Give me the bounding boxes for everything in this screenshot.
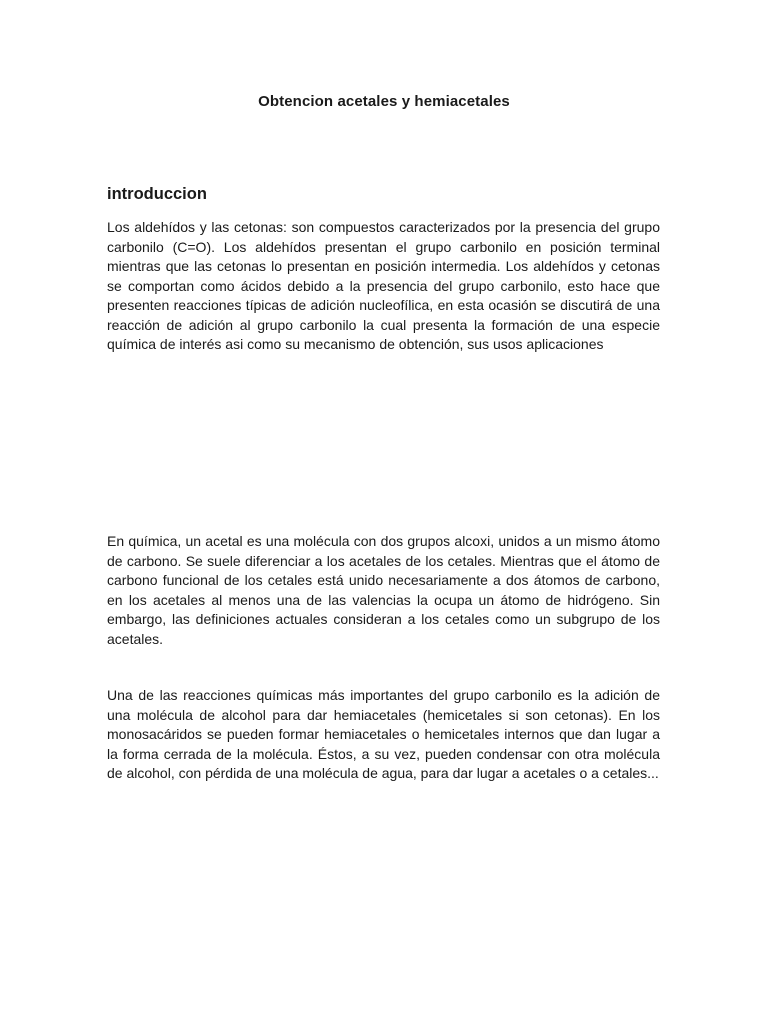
document-title: Obtencion acetales y hemiacetales: [258, 93, 510, 110]
section-heading-introduccion: introduccion: [107, 185, 207, 203]
paragraph-hemiacetal-formation: Una de las reacciones químicas más importantes del grupo carbonilo es la adición de una molécula de alcohol para dar hemiacetales (hemicetales si son cetonas). En los monosacáridos se pueden formar hemiacetales o hemicetales internos que dan lugar a la forma cerrada de la molécula. Éstos, a su vez, pueden condensar con otra molécula de alcohol, con pérdida de una molécula de agua, para dar lugar a acetales o a cetales...: [107, 687, 660, 781]
paragraph-introduccion: Los aldehídos y las cetonas: son compuestos caracterizados por la presencia del grupo carbonilo (C=O). Los aldehídos presentan el grupo carbonilo en posición terminal mientras que las cetonas lo presentan en posición intermedia. Los aldehídos y cetonas se comportan como ácidos debido a la presencia del grupo carbonilo, esto hace que presenten reacciones típicas de adición nucleofílica, en esta ocasión se discutirá de una reacción de adición al grupo carbonilo la cual presenta la formación de una especie química de interés asi como su mecanismo de obtención, sus usos aplicaciones: [107, 219, 660, 352]
paragraph-acetal-definition: En química, un acetal es una molécula con dos grupos alcoxi, unidos a un mismo átomo de carbono. Se suele diferenciar a los acetales de los cetales. Mientras que el átomo de carbono funcional de los cetales está unido necesariamente a dos átomos de carbono, en los acetales al menos una de las valencias la ocupa un átomo de hidrógeno. Sin embargo, las definiciones actuales consideran a los cetales como un subgrupo de los acetales.: [107, 533, 660, 647]
